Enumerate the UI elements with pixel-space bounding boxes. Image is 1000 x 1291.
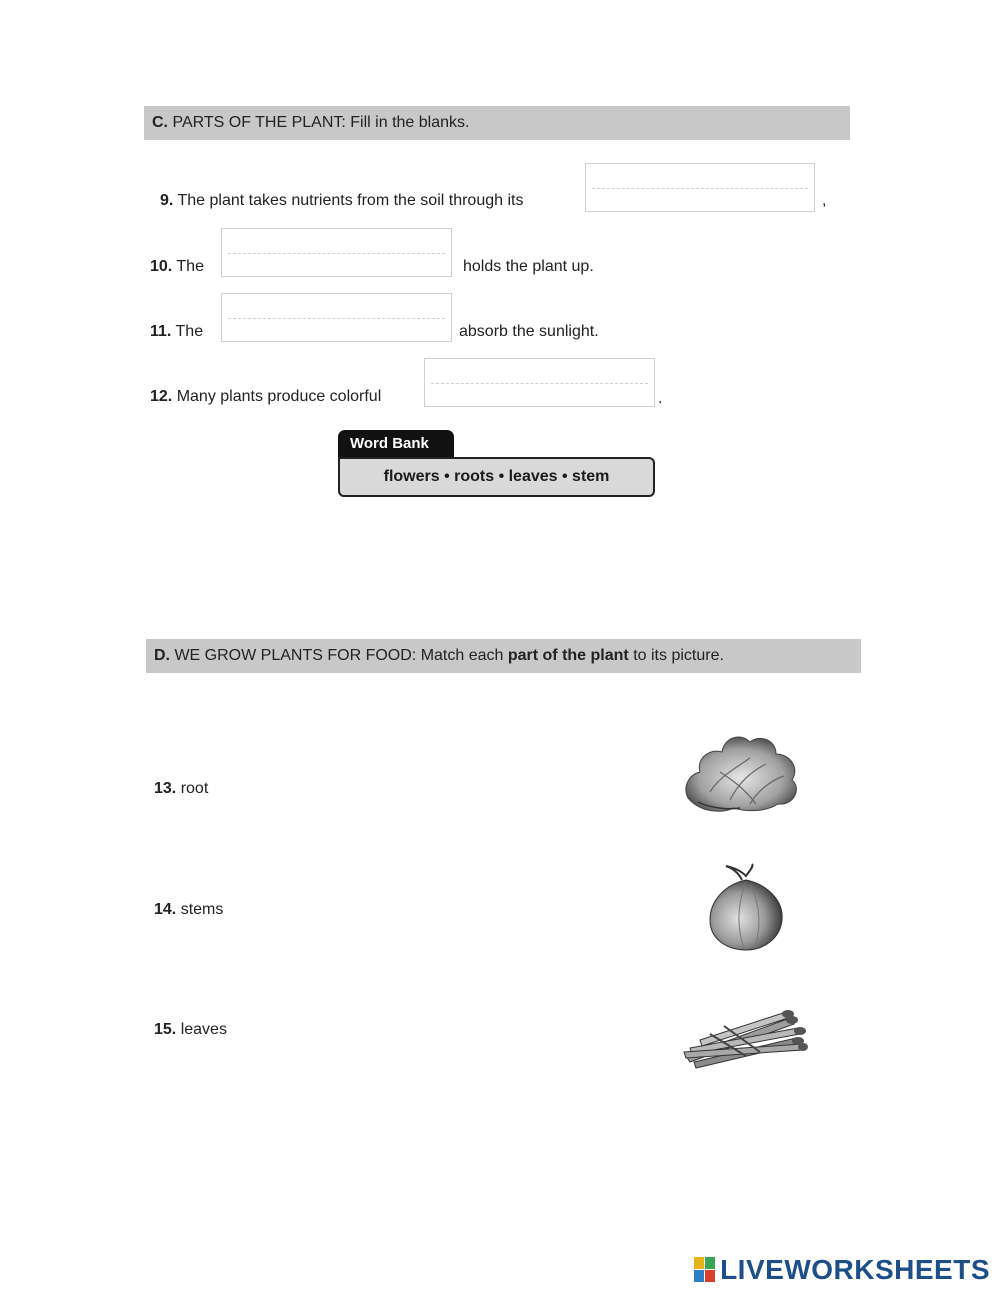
word-bank-title: Word Bank [338, 430, 454, 458]
liveworksheets-brand[interactable] [694, 1254, 990, 1286]
question-11-text: The [175, 323, 204, 340]
match-item-14-number: 14. [154, 901, 177, 918]
liveworksheets-logo-icon [694, 1257, 716, 1283]
question-11-suffix: absorb the sunlight. [459, 323, 599, 340]
section-d-letter: D. [154, 647, 170, 664]
lettuce-image[interactable] [680, 728, 802, 814]
question-11 [150, 323, 203, 341]
match-item-15-label: leaves [180, 1021, 227, 1038]
question-11-number: 11. [150, 323, 172, 340]
answer-input-11[interactable] [222, 294, 451, 341]
section-c-letter: C. [152, 114, 168, 131]
match-item-14-label: stems [180, 901, 224, 918]
question-9 [160, 192, 523, 210]
answer-blank-10[interactable] [221, 228, 452, 277]
answer-blank-12[interactable] [424, 358, 655, 407]
section-d-instruction-pre: Match each [420, 647, 504, 664]
question-9-suffix: , [822, 192, 827, 209]
question-12-suffix: . [658, 390, 663, 407]
answer-input-10[interactable] [222, 229, 451, 276]
question-12 [150, 388, 381, 406]
section-d-instruction-post: to its picture. [633, 647, 724, 664]
match-item-13[interactable] [154, 780, 208, 798]
onion-image[interactable] [702, 862, 790, 954]
question-10-suffix: holds the plant up. [463, 258, 594, 275]
brand-name: LIVEWORKSHEETS [720, 1254, 990, 1285]
match-item-14[interactable] [154, 901, 223, 919]
answer-input-12[interactable] [425, 359, 654, 406]
answer-blank-9[interactable] [585, 163, 815, 212]
question-12-text: Many plants produce colorful [176, 388, 382, 405]
section-c-title: PARTS OF THE PLANT: [172, 114, 346, 131]
answer-input-9[interactable] [586, 164, 814, 211]
word-bank-words: flowers • roots • leaves • stem [338, 457, 655, 497]
question-10-text: The [176, 258, 204, 275]
question-12-number: 12. [150, 388, 173, 405]
question-9-number: 9. [160, 192, 174, 209]
question-9-text: The plant takes nutrients from the soil through its [177, 192, 524, 209]
answer-blank-11[interactable] [221, 293, 452, 342]
match-item-13-label: root [180, 780, 209, 797]
asparagus-image[interactable] [680, 1004, 808, 1070]
section-c-header [144, 106, 850, 140]
section-d-title: WE GROW PLANTS FOR FOOD: [174, 647, 417, 664]
question-10-number: 10. [150, 258, 173, 275]
match-item-13-number: 13. [154, 780, 177, 797]
match-item-15[interactable] [154, 1021, 227, 1039]
section-d-instruction-bold: part of the plant [507, 647, 629, 664]
section-c-instruction: Fill in the blanks. [350, 114, 470, 131]
match-item-15-number: 15. [154, 1021, 177, 1038]
question-10 [150, 258, 204, 276]
section-d-header [146, 639, 861, 673]
